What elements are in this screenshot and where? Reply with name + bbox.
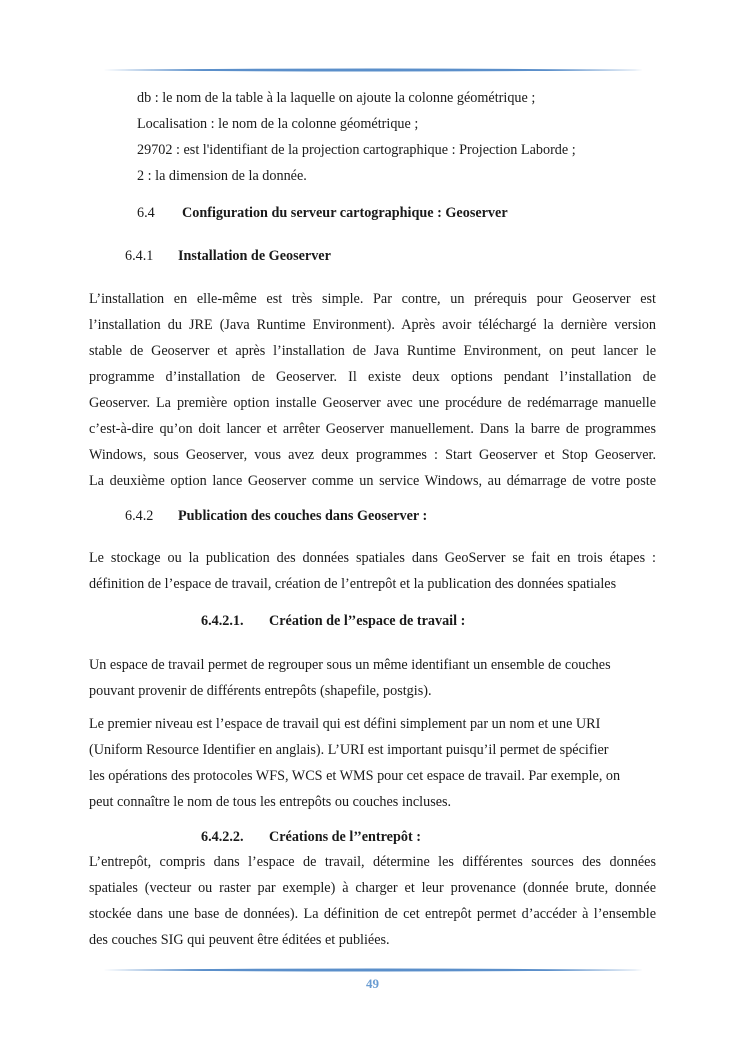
section-number: 6.4.2.2. xyxy=(201,829,244,845)
section-number: 6.4 xyxy=(137,205,155,221)
section-number: 6.4.2.1. xyxy=(201,613,244,629)
section-heading-6-4 xyxy=(137,204,508,222)
section-number: 6.4.2 xyxy=(125,508,154,524)
list-item: 2 : la dimension de la donnée. xyxy=(137,168,307,184)
paragraph-line: L’entrepôt, compris dans l’espace de travail, détermine les différentes sources des données xyxy=(89,854,656,870)
paragraph-line: des couches SIG qui peuvent être éditées et publiées. xyxy=(89,932,390,948)
paragraph-line: c’est-à-dire qu’on doit lancer et arrêter Geoserver manuellement. Dans la barre de programmes xyxy=(89,421,656,437)
section-title: Création de l’’espace de travail : xyxy=(269,613,466,629)
paragraph-line: stable de Geoserver et après l’installation de Java Runtime Environment, on peut lancer le xyxy=(89,343,656,359)
section-number: 6.4.1 xyxy=(125,248,154,264)
list-item: db : le nom de la table à la laquelle on ajoute la colonne géométrique ; xyxy=(137,90,536,106)
section-heading-6-4-2 xyxy=(125,507,427,525)
section-title: Publication des couches dans Geoserver : xyxy=(178,508,428,524)
paragraph-line: spatiales (vecteur ou raster par exemple) à charger et leur provenance (donnée brute, donnée xyxy=(89,880,656,896)
paragraph-line: l’installation du JRE (Java Runtime Environment). Après avoir téléchargé la dernière version xyxy=(89,317,656,333)
section-heading-6-4-2-1 xyxy=(201,612,465,630)
header-rule xyxy=(103,68,643,72)
paragraph-line: (Uniform Resource Identifier en anglais). L’URI est important puisqu’il permet de spécifier xyxy=(89,742,609,758)
paragraph-line: pouvant provenir de différents entrepôts (shapefile, postgis). xyxy=(89,683,432,699)
paragraph-line: les opérations des protocoles WFS, WCS et WMS pour cet espace de travail. Par exemple, on xyxy=(89,768,621,784)
section-title: Configuration du serveur cartographique : Geoserver xyxy=(182,205,508,221)
paragraph-line: peut connaître le nom de tous les entrepôts ou couches incluses. xyxy=(89,794,452,810)
footer-rule xyxy=(103,968,643,972)
paragraph-line: programme d’installation de Geoserver. Il existe deux options pendant l’installation de xyxy=(89,369,656,385)
paragraph-line: Le stockage ou la publication des données spatiales dans GeoServer se fait en trois étapes : xyxy=(89,550,656,566)
list-item: Localisation : le nom de la colonne géométrique ; xyxy=(137,116,419,132)
section-title: Installation de Geoserver xyxy=(178,248,331,264)
list-item: 29702 : est l'identifiant de la projection cartographique : Projection Laborde ; xyxy=(137,142,576,158)
paragraph-line: Un espace de travail permet de regrouper sous un même identifiant un ensemble de couches xyxy=(89,657,611,673)
page-number: 49 xyxy=(366,976,379,991)
paragraph-line: stockée dans une base de données). La définition de cet entrepôt permet d’accéder à l’ensemble xyxy=(89,906,656,922)
paragraph-line: Geoserver. La première option installe Geoserver avec une procédure de redémarrage manuelle xyxy=(89,395,656,411)
paragraph-line: définition de l’espace de travail, création de l’entrepôt et la publication des données spatiales xyxy=(89,576,617,592)
section-heading-6-4-2-2 xyxy=(201,828,421,846)
paragraph-line: Le premier niveau est l’espace de travail qui est défini simplement par un nom et une URI xyxy=(89,716,601,732)
paragraph-line: L’installation en elle-même est très simple. Par contre, un prérequis pour Geoserver est xyxy=(89,291,656,307)
paragraph-line: La deuxième option lance Geoserver comme un service Windows, au démarrage de votre poste xyxy=(89,473,656,489)
paragraph-line: Windows, sous Geoserver, vous avez deux programmes : Start Geoserver et Stop Geoserver. xyxy=(89,447,656,463)
section-heading-6-4-1 xyxy=(125,247,331,265)
section-title: Créations de l’’entrepôt : xyxy=(269,829,421,845)
